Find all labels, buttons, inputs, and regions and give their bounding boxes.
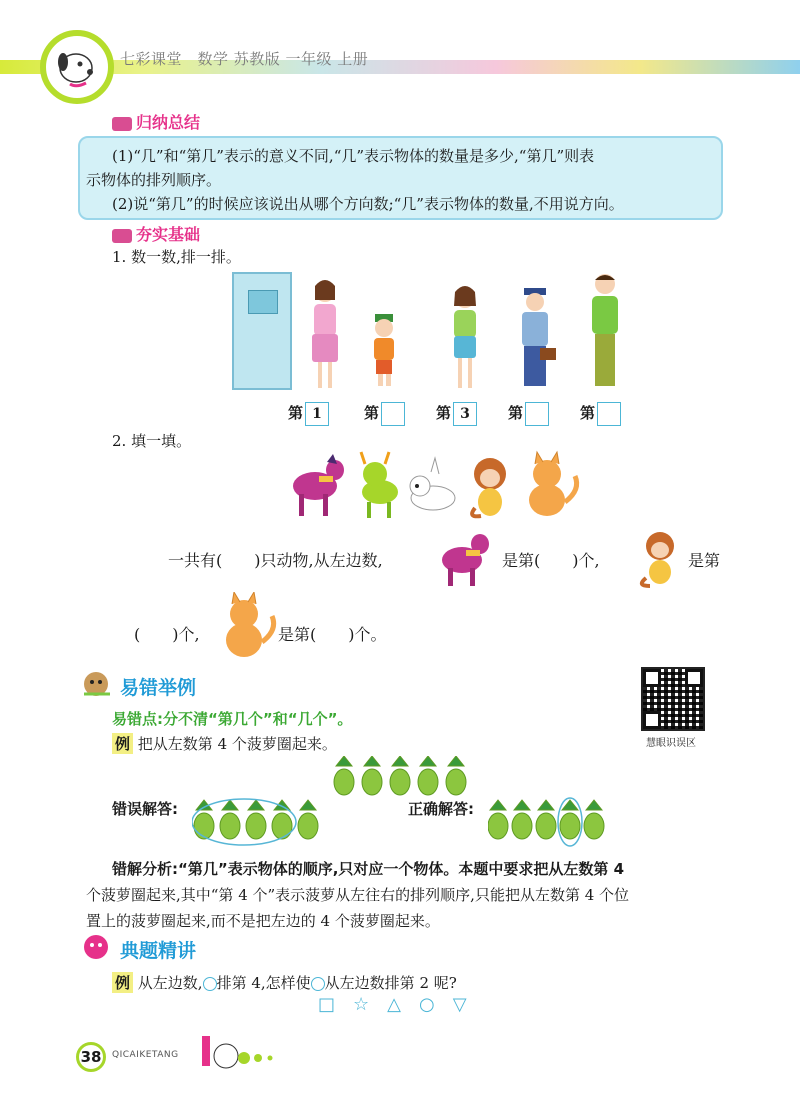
person-police-officer bbox=[522, 288, 556, 386]
pineapple-row bbox=[330, 756, 470, 796]
typical-text-c: 从左边数排第 2 呢? bbox=[324, 974, 457, 992]
wrong-answer-label: 错误解答: bbox=[112, 800, 178, 818]
ordinal-prefix: 第 bbox=[508, 404, 524, 422]
ordinal-2 bbox=[364, 402, 405, 426]
page-number: 38 bbox=[76, 1042, 106, 1072]
qr-caption: 慧眼识误区 bbox=[646, 738, 696, 749]
question-1-title: 1. 数一数,排一排。 bbox=[112, 248, 241, 266]
ordinal-1 bbox=[288, 402, 329, 426]
qr-finder-corner bbox=[643, 711, 661, 729]
queue-people-illustration bbox=[290, 270, 630, 395]
error-example-text: 把从左数第 4 个菠萝圈起来。 bbox=[137, 735, 337, 753]
person-woman-green bbox=[454, 286, 476, 388]
ordinal-4 bbox=[508, 402, 549, 426]
animal-row-illustration bbox=[285, 450, 585, 522]
ordinal-3 bbox=[436, 402, 477, 426]
pencil-tag-icon bbox=[112, 117, 132, 131]
example-tag: 例 bbox=[112, 733, 133, 754]
right-answer-pineapples bbox=[488, 796, 618, 848]
triangle-shape-icon: △ bbox=[387, 994, 419, 1015]
basics-heading-label: 夯实基础 bbox=[136, 225, 201, 244]
person-child bbox=[374, 314, 394, 386]
typical-heading: 典题精讲 bbox=[120, 940, 197, 962]
circle-shape-icon bbox=[203, 977, 217, 991]
ordinal-answer-box[interactable]: 3 bbox=[453, 402, 477, 426]
potato-mascot-icon bbox=[80, 668, 114, 698]
question-2-title: 2. 填一填。 bbox=[112, 432, 192, 450]
fill-line-1-part-b: 是第( )个, bbox=[502, 551, 600, 570]
summary-heading bbox=[112, 110, 200, 133]
shape-row bbox=[318, 994, 485, 1015]
atm-screen bbox=[248, 290, 278, 314]
cat-icon bbox=[218, 592, 278, 662]
ordinal-answer-box[interactable] bbox=[597, 402, 621, 426]
star-shape-icon: ☆ bbox=[353, 994, 388, 1015]
horse-icon bbox=[436, 530, 496, 586]
dog-icon bbox=[46, 36, 108, 98]
monkey-icon bbox=[626, 528, 686, 588]
dog-mascot-logo bbox=[40, 30, 114, 104]
summary-heading-label: 归纳总结 bbox=[136, 113, 201, 132]
square-shape-icon: □ bbox=[318, 994, 354, 1015]
qr-finder-corner bbox=[685, 669, 703, 687]
ordinal-prefix: 第 bbox=[580, 404, 596, 422]
basics-heading bbox=[112, 222, 200, 245]
fill-line-2-part-b: 是第( )个。 bbox=[278, 625, 387, 644]
analysis-line-3: 置上的菠萝圈起来,而不是把左边的 4 个菠萝圈起来。 bbox=[86, 912, 440, 930]
dog-icon bbox=[410, 458, 455, 510]
footer-brand: QICAIKETANG bbox=[112, 1050, 179, 1060]
right-answer-label: 正确解答: bbox=[408, 800, 474, 818]
deer-icon bbox=[361, 452, 398, 518]
ordinal-answer-box[interactable] bbox=[525, 402, 549, 426]
inverted-triangle-shape-icon: ▽ bbox=[452, 994, 485, 1015]
fill-line-2-part-a: ( )个, bbox=[134, 625, 200, 644]
summary-line-3: (2)说“第几”的时候应该说出从哪个方向数;“几”表示物体的数量,不用说方向。 bbox=[112, 195, 624, 213]
wrong-answer-pineapples bbox=[192, 796, 332, 848]
ordinal-prefix: 第 bbox=[364, 404, 380, 422]
typical-text-b: 排第 4,怎样使 bbox=[216, 974, 311, 992]
person-woman-pink bbox=[312, 280, 338, 388]
footer-mascot-icon bbox=[200, 1030, 290, 1074]
analysis-text: 错解分析:“第几”表示物体的顺序,只对应一个物体。本题中要求把从左数第 4 bbox=[112, 860, 625, 878]
ordinal-prefix: 第 bbox=[436, 404, 452, 422]
fill-line-1-part-c: 是第 bbox=[688, 551, 721, 570]
mascot-icon bbox=[80, 932, 114, 962]
summary-line-1: (1)“几”和“第几”表示的意义不同,“几”表示物体的数量是多少,“第几”则表 bbox=[112, 147, 595, 165]
ordinal-answer-box[interactable] bbox=[381, 402, 405, 426]
typical-text-a: 从左边数, bbox=[137, 974, 203, 992]
error-example-heading: 易错举例 bbox=[120, 677, 197, 699]
ordinal-5 bbox=[580, 402, 621, 426]
error-example-question bbox=[112, 733, 337, 754]
analysis-line-2: 个菠萝圈起来,其中“第 4 个”表示菠萝从左往右的排列顺序,只能把从左数第 4 个位 bbox=[86, 886, 630, 904]
analysis-line-1 bbox=[112, 856, 624, 882]
example-tag: 例 bbox=[112, 972, 133, 993]
cat-icon bbox=[529, 452, 577, 516]
horse-icon bbox=[293, 454, 344, 516]
ordinal-prefix: 第 bbox=[288, 404, 304, 422]
person-man-green bbox=[592, 274, 618, 386]
qr-finder-corner bbox=[643, 669, 661, 687]
error-point: 易错点:分不清“第几个”和“几个”。 bbox=[112, 710, 353, 728]
ordinal-answer-box[interactable]: 1 bbox=[305, 402, 329, 426]
circle-shape-icon bbox=[311, 977, 325, 991]
circle-shape-icon: ○ bbox=[419, 994, 453, 1015]
monkey-icon bbox=[472, 458, 506, 516]
pencil-tag-icon bbox=[112, 229, 132, 243]
header-title: 七彩课堂 数学 苏教版 一年级 上册 bbox=[120, 50, 369, 68]
summary-line-2: 示物体的排列顺序。 bbox=[86, 171, 222, 189]
fill-line-1-part-a: 一共有( )只动物,从左边数, bbox=[168, 551, 383, 570]
typical-question bbox=[112, 972, 457, 993]
